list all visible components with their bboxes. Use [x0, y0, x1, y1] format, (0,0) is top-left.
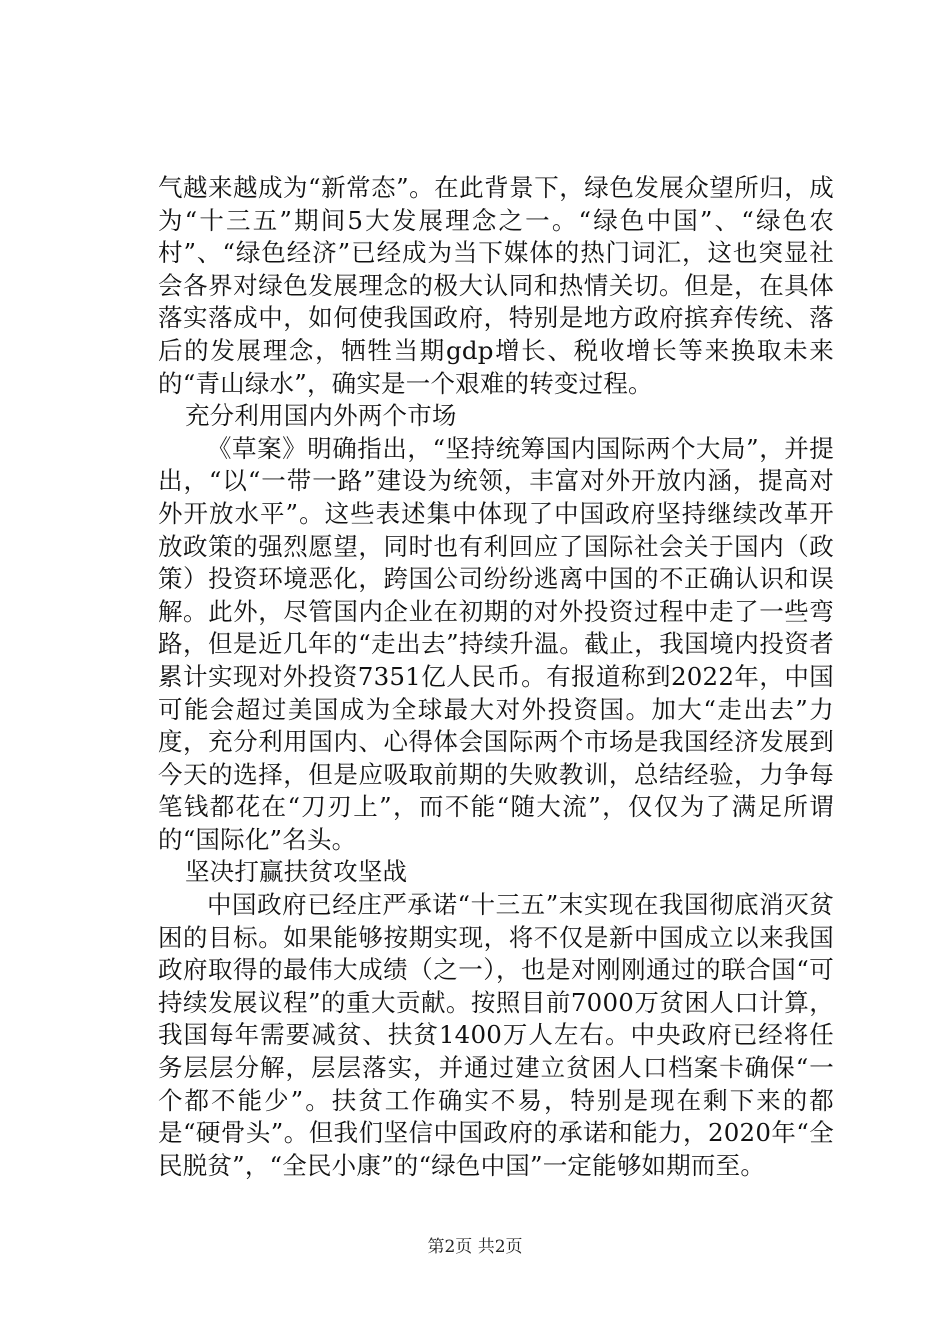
- paragraph-green-development: 气越来越成为“新常态”。在此背景下，绿色发展众望所归，成为“十三五”期间5大发展理念之一。“绿色中国”、“绿色农村”、“绿色经济”已经成为当下媒体的热门词汇，这也突显社会各界对绿色发展理念的极大认同和热情关切。但是，在具体落实落成中，如何使我国政府，特别是地方政府摈弃传统、落后的发展理念，牺牲当期gdp增长、税收增长等来换取未来的“青山绿水”，确实是一个艰难的转变过程。: [158, 173, 834, 398]
- paragraph-poverty: 中国政府已经庄严承诺“十三五”末实现在我国彻底消灭贫困的目标。如果能够按期实现，将不仅是新中国成立以来我国政府取得的最伟大成绩（之一），也是对刚刚通过的联合国“可持续发展议程”的重大贡献。按照目前7000万贫困人口计算，我国每年需要减贫、扶贫1400万人左右。中央政府已经将任务层层分解，层层落实，并通过建立贫困人口档案卡确保“一个都不能少”。扶贫工作确实不易，特别是现在剩下来的都是“硬骨头”。但我们坚信中国政府的承诺和能力，2020年“全民脱贫”，“全民小康”的“绿色中国”一定能够如期而至。: [158, 890, 834, 1180]
- paragraph-two-markets: 《草案》明确指出，“坚持统筹国内国际两个大局”，并提出，“以“一带一路”建设为统领，丰富对外开放内涵，提高对外开放水平”。这些表述集中体现了中国政府坚持继续改革开放政策的强烈愿望，同时也有利回应了国际社会关于国内（政策）投资环境恶化，跨国公司纷纷逃离中国的不正确认识和误解。此外，尽管国内企业在初期的对外投资过程中走了一些弯路，但是近几年的“走出去”持续升温。截止，我国境内投资者累计实现对外投资7351亿人民币。有报道称到2022年，中国可能会超过美国成为全球最大对外投资国。加大“走出去”力度，充分利用国内、心得体会国际两个市场是我国经济发展到今天的选择，但是应吸取前期的失败教训，总结经验，力争每笔钱都花在“刀刃上”，而不能“随大流”，仅仅为了满足所谓的“国际化”名头。: [158, 433, 834, 854]
- page-footer: 第2页 共2页: [427, 1237, 523, 1257]
- section-heading-poverty: 坚决打赢扶贫攻坚战: [184, 857, 408, 887]
- document-body: [158, 172, 834, 1182]
- section-heading-two-markets: 充分利用国内外两个市场: [184, 401, 457, 431]
